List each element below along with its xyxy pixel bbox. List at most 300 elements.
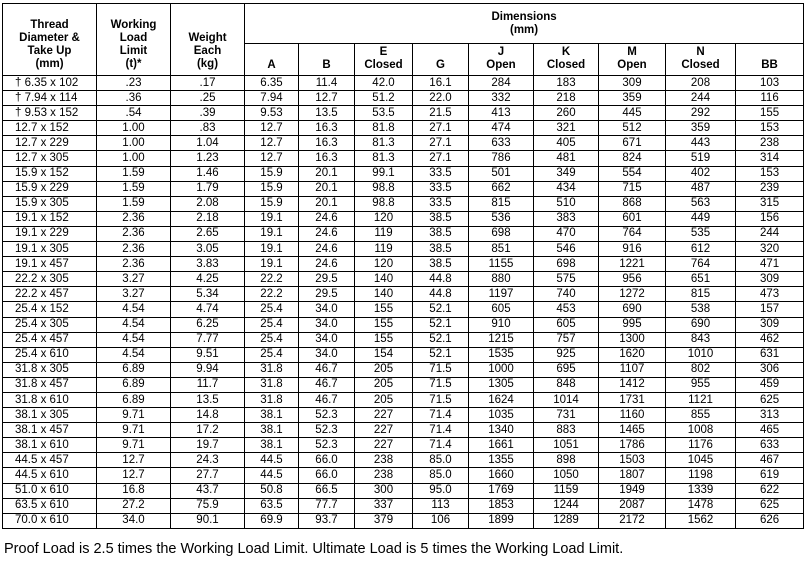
cell-k-closed: 383 [534,211,599,226]
cell-a: 22.2 [245,272,299,287]
cell-working-load-limit: 2.36 [97,257,171,272]
cell-thread-diameter: 15.9 x 305 [3,196,97,211]
cell-b: 24.6 [299,242,355,257]
cell-e-closed: 99.1 [355,166,413,181]
cell-a: 19.1 [245,257,299,272]
cell-k-closed: 1014 [534,392,599,407]
cell-bb: 315 [736,196,804,211]
cell-bb: 633 [736,438,804,453]
cell-thread-diameter: 22.2 x 457 [3,287,97,302]
cell-bb: 306 [736,362,804,377]
cell-bb: 153 [736,121,804,136]
cell-weight-each: 4.25 [171,272,245,287]
cell-g: 71.5 [413,377,469,392]
cell-k-closed: 605 [534,317,599,332]
table-row [3,76,804,91]
cell-a: 44.5 [245,453,299,468]
cell-m-open: 359 [599,91,666,106]
cell-m-open: 2087 [599,498,666,513]
cell-working-load-limit: 1.00 [97,136,171,151]
cell-thread-diameter: 15.9 x 152 [3,166,97,181]
cell-k-closed: 1050 [534,468,599,483]
cell-thread-diameter: 25.4 x 152 [3,302,97,317]
cell-n-closed: 815 [666,287,736,302]
table-row [3,453,804,468]
cell-g: 38.5 [413,226,469,241]
cell-n-closed: 449 [666,211,736,226]
cell-j-open: 284 [469,76,534,91]
cell-working-load-limit: 1.00 [97,121,171,136]
cell-e-closed: 120 [355,257,413,272]
header-e-closed: E Closed [355,44,413,76]
cell-weight-each: 9.94 [171,362,245,377]
cell-thread-diameter: 44.5 x 610 [3,468,97,483]
cell-e-closed: 98.8 [355,181,413,196]
cell-n-closed: 855 [666,408,736,423]
cell-a: 38.1 [245,408,299,423]
cell-m-open: 1807 [599,468,666,483]
table-row [3,272,804,287]
cell-j-open: 1340 [469,423,534,438]
cell-g: 33.5 [413,196,469,211]
cell-working-load-limit: 2.36 [97,226,171,241]
header-j-open: J Open [469,44,534,76]
cell-weight-each: .25 [171,91,245,106]
cell-j-open: 1035 [469,408,534,423]
cell-thread-diameter: 25.4 x 457 [3,332,97,347]
cell-n-closed: 1198 [666,468,736,483]
cell-k-closed: 757 [534,332,599,347]
cell-j-open: 1355 [469,453,534,468]
cell-g: 71.4 [413,408,469,423]
cell-g: 106 [413,513,469,528]
cell-working-load-limit: 34.0 [97,513,171,528]
cell-n-closed: 292 [666,106,736,121]
cell-k-closed: 1244 [534,498,599,513]
cell-thread-diameter: † 7.94 x 114 [3,91,97,106]
cell-g: 52.1 [413,332,469,347]
cell-a: 19.1 [245,211,299,226]
cell-thread-diameter: 22.2 x 305 [3,272,97,287]
table-row [3,226,804,241]
cell-weight-each: .17 [171,76,245,91]
cell-a: 19.1 [245,226,299,241]
cell-g: 71.4 [413,423,469,438]
cell-weight-each: 90.1 [171,513,245,528]
cell-working-load-limit: 2.36 [97,242,171,257]
cell-bb: 619 [736,468,804,483]
cell-working-load-limit: 3.27 [97,287,171,302]
cell-e-closed: 227 [355,408,413,423]
table-row [3,513,804,528]
cell-g: 85.0 [413,453,469,468]
cell-a: 19.1 [245,242,299,257]
cell-working-load-limit: 2.36 [97,211,171,226]
cell-k-closed: 848 [534,377,599,392]
cell-bb: 156 [736,211,804,226]
cell-a: 31.8 [245,377,299,392]
cell-weight-each: 11.7 [171,377,245,392]
cell-k-closed: 260 [534,106,599,121]
cell-m-open: 1465 [599,423,666,438]
cell-working-load-limit: 9.71 [97,438,171,453]
cell-bb: 471 [736,257,804,272]
cell-m-open: 868 [599,196,666,211]
cell-thread-diameter: 51.0 x 610 [3,483,97,498]
cell-m-open: 512 [599,121,666,136]
cell-k-closed: 883 [534,423,599,438]
header-n-closed: N Closed [666,44,736,76]
cell-g: 85.0 [413,468,469,483]
cell-b: 52.3 [299,438,355,453]
table-row [3,136,804,151]
cell-working-load-limit: 4.54 [97,302,171,317]
cell-j-open: 880 [469,272,534,287]
cell-m-open: 601 [599,211,666,226]
cell-a: 63.5 [245,498,299,513]
cell-working-load-limit: 27.2 [97,498,171,513]
cell-e-closed: 154 [355,347,413,362]
table-row [3,302,804,317]
cell-b: 34.0 [299,302,355,317]
cell-a: 44.5 [245,468,299,483]
cell-a: 12.7 [245,136,299,151]
cell-g: 113 [413,498,469,513]
cell-m-open: 1786 [599,438,666,453]
cell-n-closed: 690 [666,317,736,332]
cell-n-closed: 612 [666,242,736,257]
cell-b: 34.0 [299,317,355,332]
cell-bb: 631 [736,347,804,362]
header-m-open: M Open [599,44,666,76]
cell-thread-diameter: 19.1 x 305 [3,242,97,257]
cell-b: 16.3 [299,121,355,136]
cell-m-open: 995 [599,317,666,332]
cell-k-closed: 1289 [534,513,599,528]
cell-thread-diameter: 12.7 x 229 [3,136,97,151]
cell-b: 20.1 [299,166,355,181]
cell-n-closed: 1562 [666,513,736,528]
cell-n-closed: 208 [666,76,736,91]
cell-b: 66.0 [299,468,355,483]
cell-e-closed: 205 [355,377,413,392]
cell-weight-each: 9.51 [171,347,245,362]
cell-n-closed: 487 [666,181,736,196]
table-row [3,257,804,272]
cell-n-closed: 1121 [666,392,736,407]
cell-thread-diameter: 70.0 x 610 [3,513,97,528]
cell-working-load-limit: 9.71 [97,423,171,438]
cell-thread-diameter: 31.8 x 610 [3,392,97,407]
cell-e-closed: 51.2 [355,91,413,106]
cell-thread-diameter: 44.5 x 457 [3,453,97,468]
cell-n-closed: 1045 [666,453,736,468]
cell-working-load-limit: 1.59 [97,196,171,211]
table-row [3,377,804,392]
cell-m-open: 1731 [599,392,666,407]
cell-weight-each: 1.04 [171,136,245,151]
cell-m-open: 309 [599,76,666,91]
cell-n-closed: 244 [666,91,736,106]
cell-a: 6.35 [245,76,299,91]
cell-j-open: 910 [469,317,534,332]
cell-weight-each: 75.9 [171,498,245,513]
cell-j-open: 413 [469,106,534,121]
cell-b: 93.7 [299,513,355,528]
cell-weight-each: 1.23 [171,151,245,166]
cell-g: 52.1 [413,347,469,362]
cell-thread-diameter: † 6.35 x 102 [3,76,97,91]
cell-e-closed: 98.8 [355,196,413,211]
cell-e-closed: 227 [355,438,413,453]
cell-n-closed: 359 [666,121,736,136]
cell-n-closed: 843 [666,332,736,347]
cell-m-open: 1620 [599,347,666,362]
cell-weight-each: 3.05 [171,242,245,257]
cell-e-closed: 155 [355,317,413,332]
cell-e-closed: 119 [355,242,413,257]
cell-a: 25.4 [245,347,299,362]
cell-n-closed: 1478 [666,498,736,513]
cell-bb: 467 [736,453,804,468]
cell-working-load-limit: 1.59 [97,181,171,196]
cell-working-load-limit: 12.7 [97,453,171,468]
cell-working-load-limit: 6.89 [97,362,171,377]
cell-b: 46.7 [299,377,355,392]
cell-k-closed: 1159 [534,483,599,498]
cell-k-closed: 575 [534,272,599,287]
cell-m-open: 764 [599,226,666,241]
cell-a: 15.9 [245,166,299,181]
cell-bb: 103 [736,76,804,91]
cell-m-open: 554 [599,166,666,181]
cell-e-closed: 42.0 [355,76,413,91]
cell-m-open: 956 [599,272,666,287]
cell-m-open: 916 [599,242,666,257]
cell-m-open: 1503 [599,453,666,468]
cell-weight-each: 2.08 [171,196,245,211]
table-row [3,181,804,196]
cell-e-closed: 81.3 [355,136,413,151]
cell-thread-diameter: 31.8 x 457 [3,377,97,392]
cell-j-open: 474 [469,121,534,136]
header-bb: BB [736,44,804,76]
cell-working-load-limit: 4.54 [97,332,171,347]
cell-weight-each: 3.83 [171,257,245,272]
cell-b: 46.7 [299,362,355,377]
cell-bb: 313 [736,408,804,423]
cell-weight-each: 43.7 [171,483,245,498]
cell-n-closed: 535 [666,226,736,241]
cell-n-closed: 955 [666,377,736,392]
cell-working-load-limit: 12.7 [97,468,171,483]
cell-k-closed: 183 [534,76,599,91]
cell-b: 34.0 [299,347,355,362]
cell-g: 33.5 [413,181,469,196]
cell-m-open: 1949 [599,483,666,498]
cell-b: 66.5 [299,483,355,498]
cell-e-closed: 140 [355,287,413,302]
cell-g: 27.1 [413,151,469,166]
table-row [3,332,804,347]
cell-e-closed: 53.5 [355,106,413,121]
cell-a: 25.4 [245,302,299,317]
cell-g: 22.0 [413,91,469,106]
header-thread-diameter: Thread Diameter & Take Up (mm) [3,4,97,76]
cell-a: 38.1 [245,438,299,453]
cell-k-closed: 321 [534,121,599,136]
cell-thread-diameter: 31.8 x 305 [3,362,97,377]
header-g: G [413,44,469,76]
cell-b: 52.3 [299,408,355,423]
cell-n-closed: 651 [666,272,736,287]
cell-m-open: 1107 [599,362,666,377]
header-b: B [299,44,355,76]
cell-j-open: 1155 [469,257,534,272]
cell-j-open: 1660 [469,468,534,483]
cell-k-closed: 510 [534,196,599,211]
cell-g: 33.5 [413,166,469,181]
cell-working-load-limit: 4.54 [97,347,171,362]
cell-j-open: 1215 [469,332,534,347]
cell-a: 22.2 [245,287,299,302]
cell-a: 31.8 [245,362,299,377]
cell-n-closed: 764 [666,257,736,272]
cell-e-closed: 120 [355,211,413,226]
cell-bb: 626 [736,513,804,528]
cell-working-load-limit: 1.00 [97,151,171,166]
footnote: Proof Load is 2.5 times the Working Load Limit. Ultimate Load is 5 times the Working Load Limit. [4,541,624,557]
cell-thread-diameter: 12.7 x 152 [3,121,97,136]
cell-thread-diameter: 38.1 x 305 [3,408,97,423]
header-weight-each: Weight Each (kg) [171,4,245,76]
cell-thread-diameter: 19.1 x 152 [3,211,97,226]
cell-k-closed: 218 [534,91,599,106]
cell-j-open: 1769 [469,483,534,498]
cell-g: 27.1 [413,121,469,136]
cell-m-open: 1160 [599,408,666,423]
cell-m-open: 1272 [599,287,666,302]
cell-b: 24.6 [299,226,355,241]
cell-k-closed: 1051 [534,438,599,453]
cell-working-load-limit: 4.54 [97,317,171,332]
cell-thread-diameter: 19.1 x 457 [3,257,97,272]
cell-thread-diameter: 38.1 x 610 [3,438,97,453]
cell-weight-each: 2.65 [171,226,245,241]
cell-weight-each: 6.25 [171,317,245,332]
cell-b: 34.0 [299,332,355,347]
cell-j-open: 633 [469,136,534,151]
cell-a: 9.53 [245,106,299,121]
cell-j-open: 786 [469,151,534,166]
cell-n-closed: 519 [666,151,736,166]
cell-bb: 459 [736,377,804,392]
cell-n-closed: 1010 [666,347,736,362]
table-row [3,242,804,257]
cell-j-open: 662 [469,181,534,196]
cell-weight-each: 1.46 [171,166,245,181]
cell-bb: 473 [736,287,804,302]
table-row [3,483,804,498]
table-row [3,166,804,181]
cell-e-closed: 155 [355,332,413,347]
table-row [3,287,804,302]
cell-bb: 625 [736,392,804,407]
cell-k-closed: 481 [534,151,599,166]
cell-weight-each: 19.7 [171,438,245,453]
cell-a: 12.7 [245,151,299,166]
cell-a: 38.1 [245,423,299,438]
table-row [3,408,804,423]
cell-g: 52.1 [413,317,469,332]
cell-j-open: 698 [469,226,534,241]
cell-thread-diameter: † 9.53 x 152 [3,106,97,121]
cell-weight-each: 7.77 [171,332,245,347]
cell-k-closed: 925 [534,347,599,362]
cell-m-open: 715 [599,181,666,196]
cell-working-load-limit: .23 [97,76,171,91]
cell-j-open: 536 [469,211,534,226]
cell-g: 44.8 [413,272,469,287]
cell-k-closed: 898 [534,453,599,468]
table-row [3,151,804,166]
table-row [3,498,804,513]
cell-g: 71.5 [413,392,469,407]
cell-weight-each: 1.79 [171,181,245,196]
cell-working-load-limit: 9.71 [97,408,171,423]
specification-table [2,3,804,529]
cell-working-load-limit: 16.8 [97,483,171,498]
cell-bb: 238 [736,136,804,151]
cell-m-open: 2172 [599,513,666,528]
cell-n-closed: 563 [666,196,736,211]
cell-b: 66.0 [299,453,355,468]
cell-e-closed: 119 [355,226,413,241]
cell-e-closed: 238 [355,468,413,483]
cell-g: 38.5 [413,257,469,272]
cell-m-open: 1412 [599,377,666,392]
cell-e-closed: 155 [355,302,413,317]
cell-a: 12.7 [245,121,299,136]
cell-b: 46.7 [299,392,355,407]
cell-weight-each: 24.3 [171,453,245,468]
cell-b: 16.3 [299,136,355,151]
cell-weight-each: 4.74 [171,302,245,317]
cell-j-open: 1000 [469,362,534,377]
cell-a: 7.94 [245,91,299,106]
cell-bb: 157 [736,302,804,317]
cell-thread-diameter: 25.4 x 610 [3,347,97,362]
cell-weight-each: 27.7 [171,468,245,483]
cell-bb: 155 [736,106,804,121]
cell-m-open: 445 [599,106,666,121]
cell-g: 38.5 [413,242,469,257]
cell-e-closed: 300 [355,483,413,498]
cell-k-closed: 405 [534,136,599,151]
cell-b: 29.5 [299,272,355,287]
cell-k-closed: 453 [534,302,599,317]
cell-bb: 465 [736,423,804,438]
cell-j-open: 1661 [469,438,534,453]
cell-g: 44.8 [413,287,469,302]
cell-a: 15.9 [245,196,299,211]
cell-bb: 309 [736,272,804,287]
cell-j-open: 1853 [469,498,534,513]
cell-g: 52.1 [413,302,469,317]
cell-weight-each: .39 [171,106,245,121]
table-row [3,468,804,483]
cell-k-closed: 731 [534,408,599,423]
